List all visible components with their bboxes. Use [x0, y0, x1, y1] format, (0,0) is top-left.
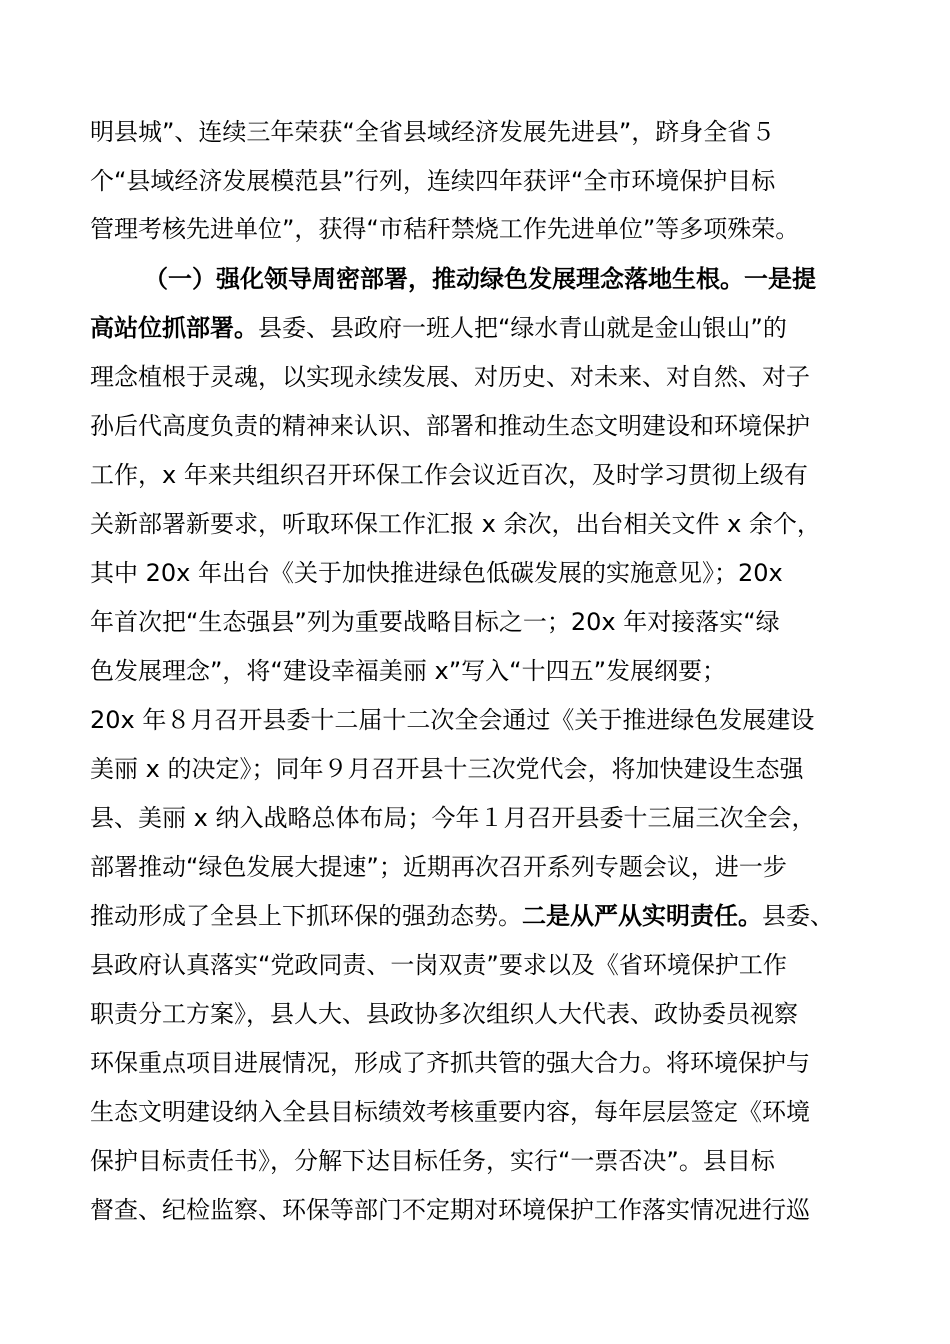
text-segment: 督查、纪检监察、环保等部门不定期对环境保护工作落实情况进行巡	[90, 1196, 810, 1224]
text-segment: 理念植根于灵魂，以实现永续发展、对历史、对未来、对自然、对子	[90, 363, 810, 391]
text-segment: 县、美丽 x 纳入战略总体布局；今年１月召开县委十三届三次全会，	[90, 804, 816, 832]
text-segment: 县委、县政府一班人把“绿水青山就是金山银山”的	[258, 314, 787, 342]
text-line-14	[90, 754, 880, 784]
text-segment: 孙后代高度负责的精神来认识、部署和推动生态文明建设和环境保护	[90, 412, 810, 440]
text-segment: 个“县域经济发展模范县”行列，连续四年获评“全市环境保护目标	[90, 167, 776, 195]
text-segment: 环保重点项目进展情况，形成了齐抓共管的强大合力。将环境保护与	[90, 1049, 810, 1077]
text-segment: 其中 20x 年出台《关于加快推进绿色低碳发展的实施意见》；20x	[90, 559, 783, 587]
section-heading	[144, 264, 934, 294]
text-segment: 工作，x 年来共组织召开环保工作会议近百次，及时学习贯彻上级有	[90, 461, 808, 489]
text-segment: 县委、	[762, 902, 834, 930]
text-line-16	[90, 852, 880, 882]
text-segment: 年首次把“生态强县”列为重要战略目标之一；20x 年对接落实“绿	[90, 608, 780, 636]
text-line-19	[90, 999, 880, 1029]
text-line-22	[90, 1146, 880, 1176]
text-segment: 管理考核先进单位”，获得“市秸秆禁烧工作先进单位”等多项殊荣。	[90, 215, 800, 243]
bold-subheading: 二是从严从实明责任。	[522, 902, 762, 930]
text-segment: 美丽 x 的决定》；同年９月召开县十三次党代会，将加快建设生态强	[90, 755, 804, 783]
text-line-13	[90, 705, 880, 735]
text-line-9	[90, 509, 880, 539]
text-line-8	[90, 460, 880, 490]
text-line-23	[90, 1195, 880, 1225]
text-line-12	[90, 656, 880, 686]
text-line-1	[90, 117, 880, 147]
text-line-5	[90, 313, 880, 343]
heading-text: （一）强化领导周密部署，推动绿色发展理念落地生根。一是提	[144, 265, 816, 293]
text-segment: 保护目标责任书》，分解下达目标任务，实行“一票否决”。县目标	[90, 1147, 775, 1175]
text-segment: 职责分工方案》，县人大、县政协多次组织人大代表、政协委员视察	[90, 1000, 798, 1028]
text-line-11	[90, 607, 880, 637]
text-segment: 20x 年８月召开县委十二届十二次全会通过《关于推进绿色发展建设	[90, 706, 815, 734]
text-segment: 部署推动“绿色发展大提速”；近期再次召开系列专题会议，进一步	[90, 853, 787, 881]
text-line-20	[90, 1048, 880, 1078]
text-segment: 推动形成了全县上下抓环保的强劲态势。	[90, 902, 522, 930]
bold-subheading: 高站位抓部署。	[90, 314, 258, 342]
text-line-7	[90, 411, 880, 441]
text-segment: 县政府认真落实“党政同责、一岗双责”要求以及《省环境保护工作	[90, 951, 787, 979]
text-line-2	[90, 166, 880, 196]
text-line-10	[90, 558, 880, 588]
text-segment: 色发展理念”，将“建设幸福美丽 x”写入“十四五”发展纲要；	[90, 657, 726, 685]
text-line-21	[90, 1097, 880, 1127]
text-segment: 关新部署新要求，听取环保工作汇报 x 余次，出台相关文件 x 余个，	[90, 510, 821, 538]
text-line-3	[90, 214, 880, 244]
text-line-18	[90, 950, 880, 980]
text-line-6	[90, 362, 880, 392]
text-segment: 生态文明建设纳入全县目标绩效考核重要内容，每年层层签定《环境	[90, 1098, 810, 1126]
text-segment: 明县城”、连续三年荣获“全省县域经济发展先进县”，跻身全省５	[90, 118, 776, 146]
text-line-17	[90, 901, 880, 931]
text-line-15	[90, 803, 880, 833]
